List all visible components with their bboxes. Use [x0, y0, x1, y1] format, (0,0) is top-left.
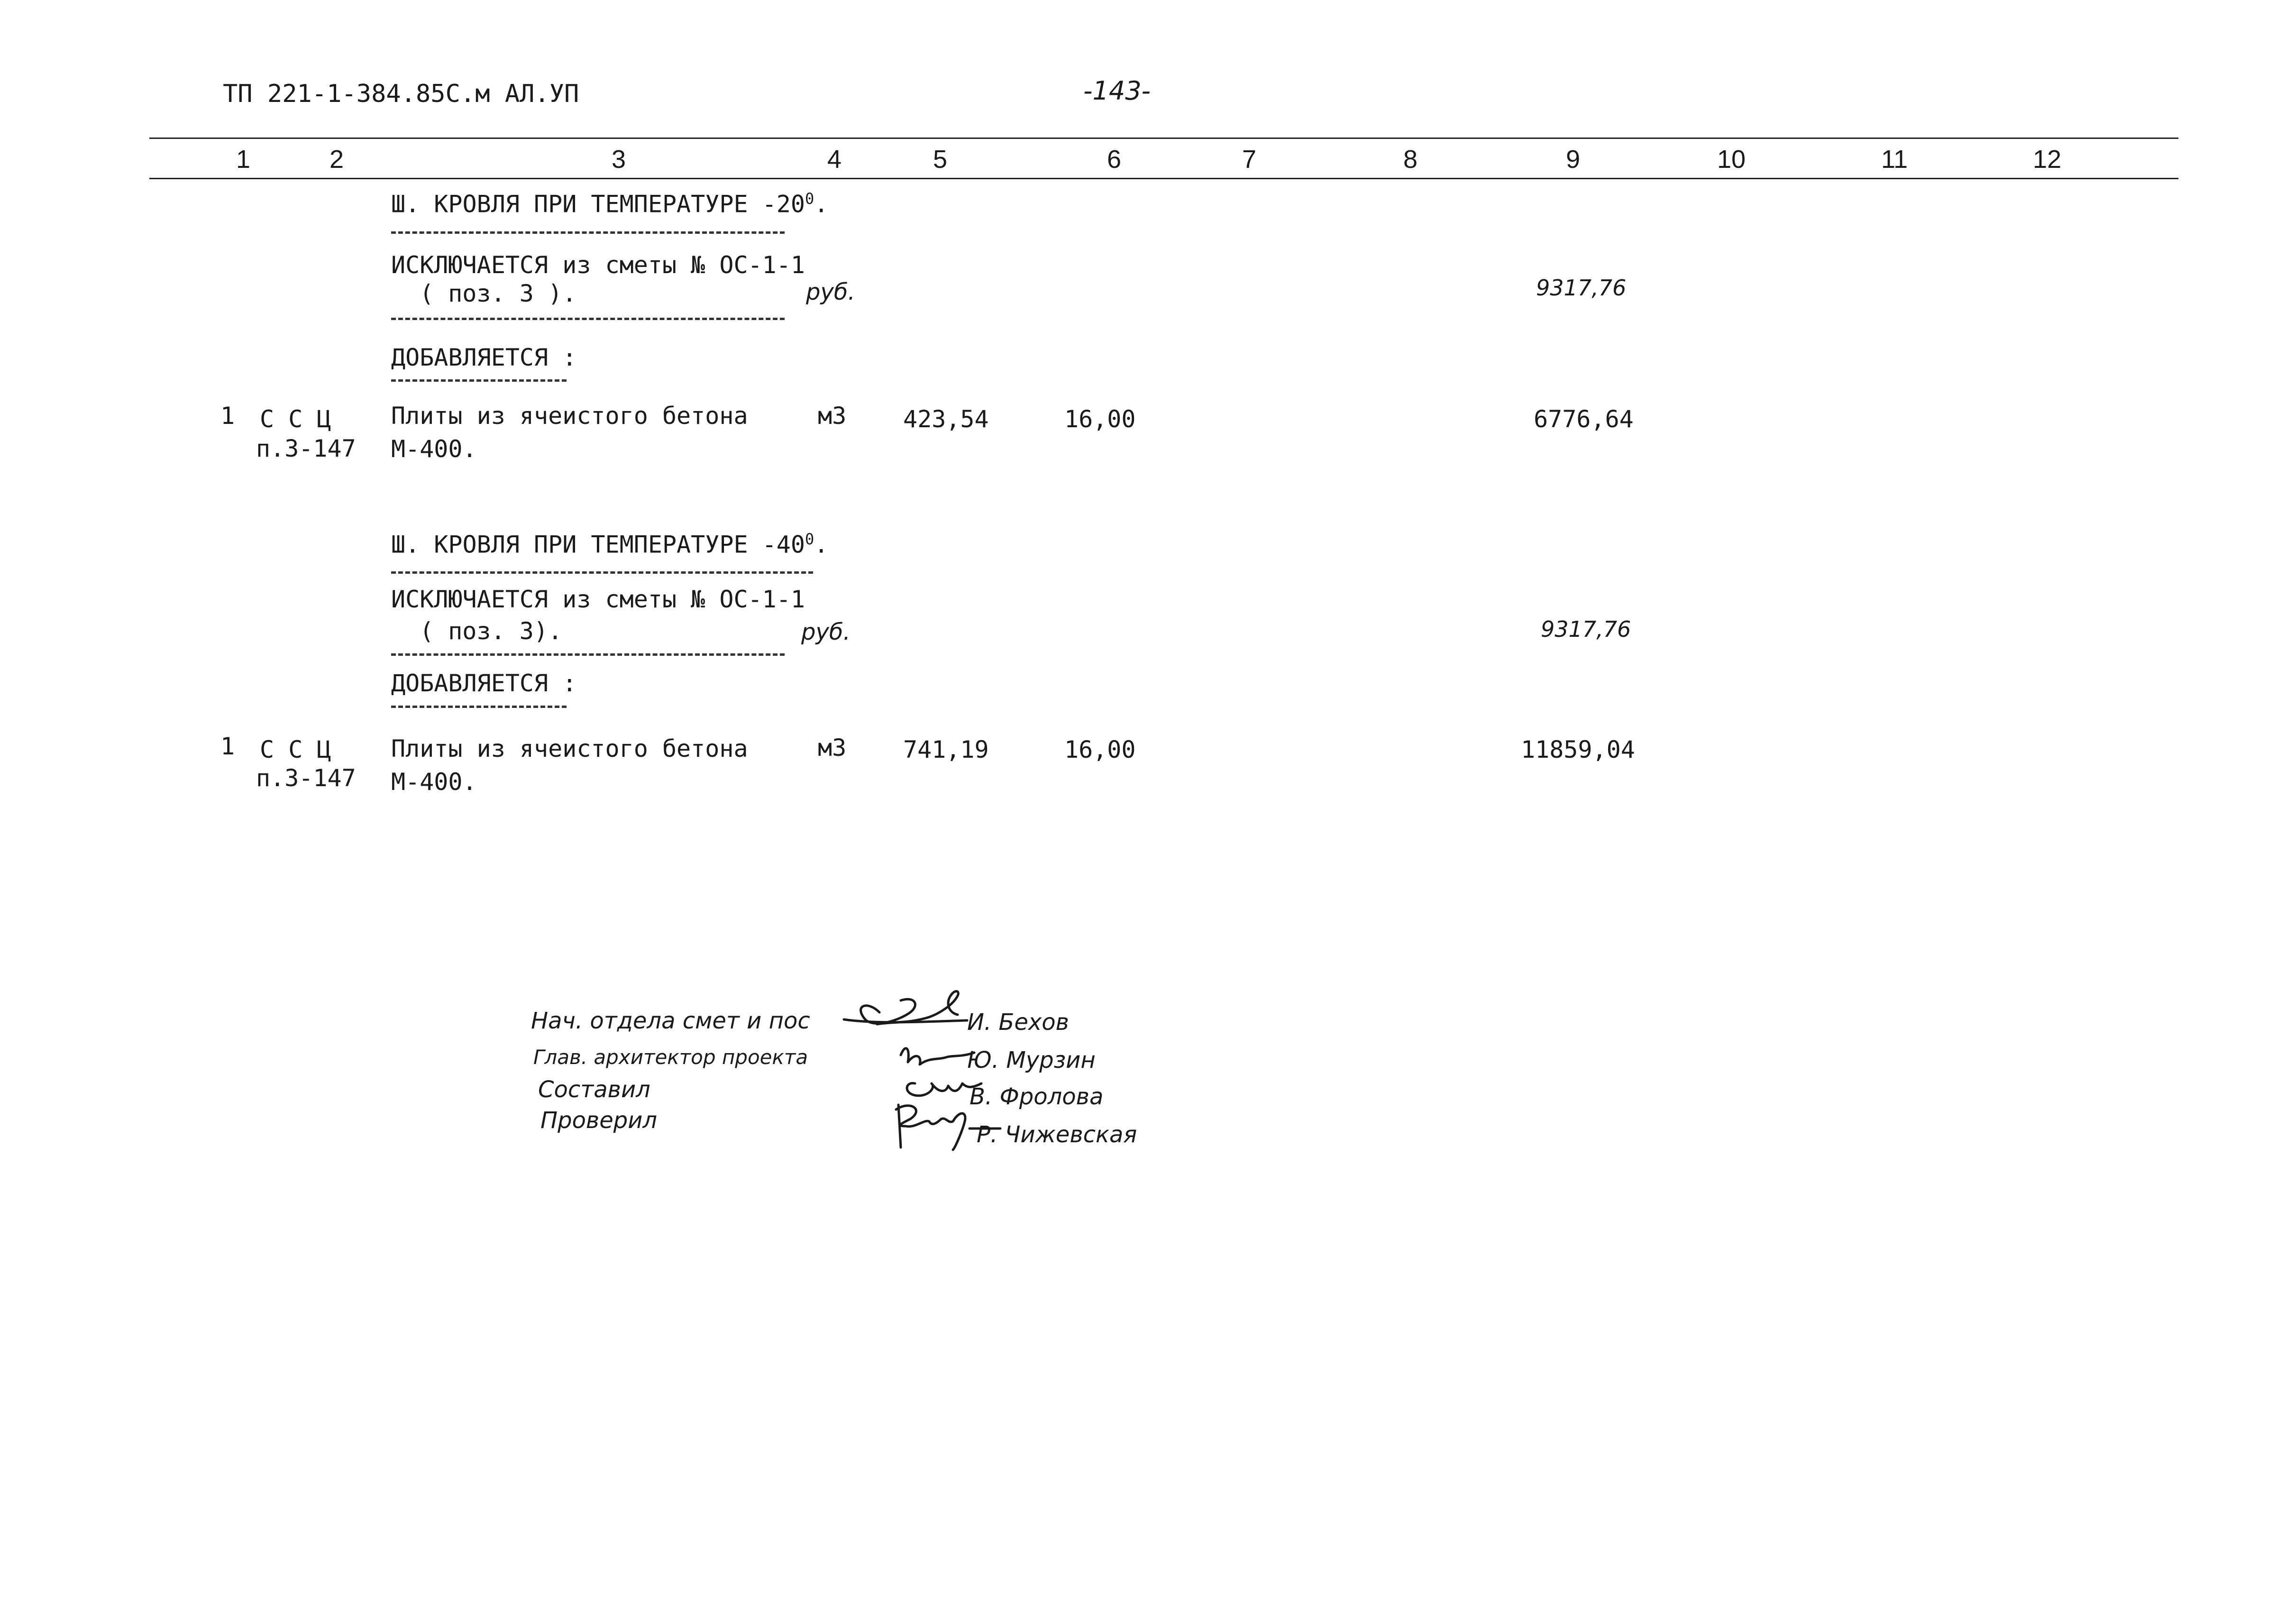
degree-mark: 0 [805, 530, 814, 548]
excluded-line-2: ( поз. 3). [420, 617, 563, 645]
excluded-underline [391, 318, 785, 320]
column-number: 8 [1403, 145, 1418, 174]
excluded-line-1: ИСКЛЮЧАЕТСЯ из сметы № ОС-1-1 [391, 586, 805, 613]
added-label: ДОБАВЛЯЕТСЯ : [391, 344, 577, 371]
section-heading [391, 190, 828, 218]
document-code: ТП 221-1-384.85С.м АЛ.УП [223, 80, 579, 108]
column-number: 9 [1566, 145, 1581, 174]
column-number: 3 [612, 145, 626, 174]
column-number: 2 [329, 145, 344, 174]
section-heading-text: Ш. КРОВЛЯ ПРИ ТЕМПЕРАТУРЕ -40 [391, 531, 805, 559]
item-price: 16,00 [1064, 405, 1136, 433]
column-number: 6 [1107, 145, 1122, 174]
item-number: 1 [220, 402, 235, 430]
table-top-rule [149, 138, 2178, 139]
added-underline [391, 379, 567, 382]
column-number: 11 [1881, 145, 1908, 174]
excluded-unit: руб. [806, 279, 855, 305]
heading-underline [391, 571, 813, 574]
column-number: 1 [236, 145, 251, 174]
item-name-line-2: М-400. [391, 768, 477, 796]
excluded-total: 9317,76 [1536, 275, 1627, 301]
added-underline [391, 706, 567, 708]
signature-name: Р. Чижевская [977, 1121, 1137, 1148]
item-quantity: 741,19 [903, 736, 989, 763]
column-number: 4 [827, 145, 842, 174]
column-number: 7 [1242, 145, 1257, 174]
item-price: 16,00 [1064, 736, 1136, 763]
item-unit: м3 [818, 402, 847, 430]
signature-stroke [896, 1105, 1000, 1150]
excluded-unit: руб. [801, 619, 851, 645]
item-quantity: 423,54 [903, 405, 989, 433]
section-heading-text: Ш. КРОВЛЯ ПРИ ТЕМПЕРАТУРЕ -20 [391, 190, 805, 218]
signature-name: Ю. Мурзин [967, 1047, 1096, 1073]
heading-underline [391, 231, 785, 234]
signature-stroke [901, 1048, 974, 1064]
excluded-total: 9317,76 [1541, 616, 1631, 642]
added-label: ДОБАВЛЯЕТСЯ : [391, 670, 577, 697]
excluded-underline [391, 653, 785, 656]
section-heading [391, 530, 828, 559]
item-code-line-2: п.3-147 [256, 764, 356, 792]
item-total: 6776,64 [1534, 405, 1634, 433]
handwritten-signatures [759, 967, 1024, 1176]
column-number: 10 [1717, 145, 1746, 174]
item-code-line-1: С С Ц [260, 405, 331, 433]
signature-stroke [861, 991, 959, 1024]
signature-role: Глав. архитектор проекта [533, 1046, 808, 1069]
signature-stroke [907, 1083, 981, 1095]
page-number: -143- [1083, 76, 1151, 106]
column-number: 5 [933, 145, 948, 174]
item-name-line-2: М-400. [391, 435, 477, 463]
item-unit: м3 [818, 734, 847, 762]
signature-role: Составил [538, 1076, 650, 1103]
item-code-line-2: п.3-147 [256, 435, 356, 462]
degree-mark: 0 [805, 190, 814, 208]
item-total: 11859,04 [1521, 736, 1635, 763]
item-name-line-1: Плиты из ячеистого бетона [391, 402, 748, 430]
item-code-line-1: С С Ц [260, 736, 331, 763]
signature-name: В. Фролова [970, 1083, 1104, 1110]
excluded-line-2: ( поз. 3 ). [420, 280, 577, 307]
item-name-line-1: Плиты из ячеистого бетона [391, 735, 748, 762]
column-number: 12 [2033, 145, 2062, 174]
table-header-bottom-rule [149, 178, 2178, 179]
section-heading-end: . [814, 190, 829, 218]
item-number: 1 [220, 733, 235, 760]
excluded-line-1: ИСКЛЮЧАЕТСЯ из сметы № ОС-1-1 [391, 251, 805, 279]
section-heading-end: . [814, 531, 829, 559]
signature-name: И. Бехов [967, 1009, 1069, 1036]
signature-role: Нач. отдела смет и пос [531, 1008, 810, 1034]
signature-role: Проверил [540, 1107, 658, 1134]
